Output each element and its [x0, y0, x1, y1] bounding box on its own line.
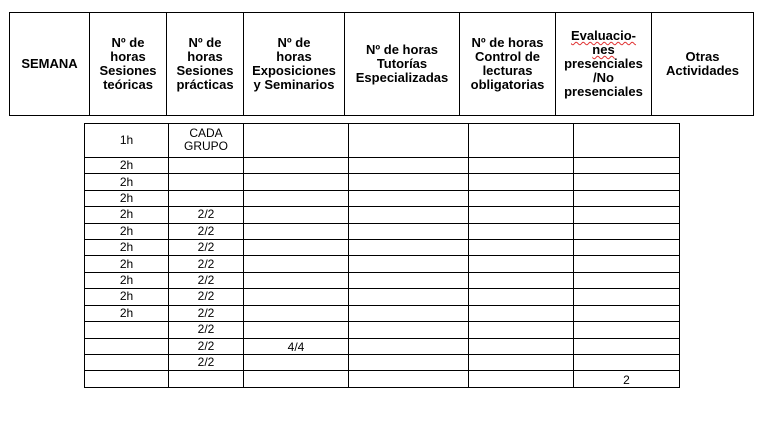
cell-teoricas: 2h — [85, 289, 169, 305]
cell-practicas: 2/2 — [169, 272, 244, 288]
cell-tutorias — [349, 223, 469, 239]
cell-exposiciones — [244, 157, 349, 173]
cell-evaluaciones — [574, 338, 680, 354]
cell-teoricas: 2h — [85, 240, 169, 256]
cell-teoricas — [85, 338, 169, 354]
cell-tutorias — [349, 338, 469, 354]
header-evaluaciones-lines — [564, 29, 643, 99]
cell-practicas — [169, 371, 244, 388]
table-row — [85, 124, 680, 158]
cell-evaluaciones — [574, 256, 680, 272]
cell-practicas: CADA GRUPO — [169, 124, 244, 158]
cell-exposiciones — [244, 124, 349, 158]
schedule-table — [84, 123, 680, 388]
cell-practicas: 2/2 — [169, 289, 244, 305]
header-line: Sesiones — [99, 63, 157, 78]
cell-tutorias — [349, 305, 469, 321]
header-line: y Seminarios — [253, 77, 335, 92]
cell-practicas — [169, 157, 244, 173]
cell-evaluaciones — [574, 354, 680, 370]
cell-practicas: 2/2 — [169, 322, 244, 338]
header-tutorias-especializadas — [345, 13, 460, 116]
table-row — [85, 272, 680, 288]
cell-tutorias — [349, 289, 469, 305]
header-evaluaciones — [556, 13, 652, 116]
table-row — [85, 289, 680, 305]
cell-evaluaciones — [574, 190, 680, 206]
cell-teoricas: 2h — [85, 157, 169, 173]
cell-tutorias — [349, 256, 469, 272]
cell-exposiciones — [244, 223, 349, 239]
cell-control — [469, 124, 574, 158]
cell-teoricas: 2h — [85, 305, 169, 321]
header-line: Nº de horas — [366, 42, 438, 57]
cell-tutorias — [349, 207, 469, 223]
table-row — [85, 322, 680, 338]
cell-exposiciones — [244, 272, 349, 288]
header-line: Nº de — [111, 35, 145, 50]
cell-teoricas: 2h — [85, 223, 169, 239]
cell-practicas: 2/2 — [169, 207, 244, 223]
table-row — [85, 371, 680, 388]
cell-evaluaciones — [574, 289, 680, 305]
cell-practicas: 2/2 — [169, 338, 244, 354]
cell-practicas: 2/2 — [169, 240, 244, 256]
header-line: Nº de horas — [471, 35, 544, 50]
cell-control — [469, 322, 574, 338]
header-line: prácticas — [176, 77, 234, 92]
cell-evaluaciones: 2 — [574, 371, 680, 388]
cell-exposiciones — [244, 305, 349, 321]
cell-tutorias — [349, 174, 469, 190]
header-otras-actividades-lines — [666, 50, 739, 78]
schedule-table-body — [85, 124, 680, 388]
header-line: Nº de — [188, 35, 222, 50]
header-control-lecturas-lines — [471, 36, 545, 92]
cell-evaluaciones — [574, 223, 680, 239]
header-line: /No — [593, 70, 614, 85]
cell-practicas: 2/2 — [169, 256, 244, 272]
cell-control — [469, 207, 574, 223]
header-line: Otras — [685, 49, 720, 64]
cell-tutorias — [349, 371, 469, 388]
cell-tutorias — [349, 240, 469, 256]
cell-control — [469, 223, 574, 239]
header-table — [9, 12, 754, 116]
header-sesiones-practicas — [167, 13, 244, 116]
table-row — [85, 338, 680, 354]
table-row — [85, 190, 680, 206]
cell-teoricas — [85, 371, 169, 388]
header-line: obligatorias — [470, 77, 545, 92]
cell-evaluaciones — [574, 174, 680, 190]
cell-teoricas: 2h — [85, 207, 169, 223]
header-line: Especializadas — [355, 70, 449, 85]
cell-control — [469, 190, 574, 206]
table-row — [85, 223, 680, 239]
cell-exposiciones: 4/4 — [244, 338, 349, 354]
header-line: nes — [592, 42, 615, 57]
header-line: presenciales — [564, 84, 643, 99]
cell-teoricas: 2h — [85, 174, 169, 190]
cell-exposiciones — [244, 240, 349, 256]
cell-tutorias — [349, 157, 469, 173]
header-line: horas — [110, 49, 146, 64]
cell-control — [469, 272, 574, 288]
header-line: horas — [187, 49, 223, 64]
header-sesiones-teoricas — [90, 13, 167, 116]
cell-practicas — [169, 190, 244, 206]
cell-exposiciones — [244, 289, 349, 305]
cell-tutorias — [349, 272, 469, 288]
header-otras-actividades — [652, 13, 754, 116]
cell-exposiciones — [244, 322, 349, 338]
header-sesiones-teoricas-lines — [99, 36, 156, 92]
cell-control — [469, 371, 574, 388]
cell-control — [469, 157, 574, 173]
header-line: Control de — [475, 49, 540, 64]
cell-practicas — [169, 174, 244, 190]
cell-exposiciones — [244, 174, 349, 190]
cell-teoricas — [85, 322, 169, 338]
cell-teoricas: 2h — [85, 256, 169, 272]
header-line: Tutorías — [376, 56, 428, 71]
cell-tutorias — [349, 322, 469, 338]
header-tutorias-especializadas-lines — [356, 43, 449, 85]
cell-practicas: 2/2 — [169, 305, 244, 321]
cell-evaluaciones — [574, 207, 680, 223]
cell-practicas: 2/2 — [169, 354, 244, 370]
header-exposiciones-seminarios — [244, 13, 345, 116]
cell-tutorias — [349, 354, 469, 370]
cell-exposiciones — [244, 190, 349, 206]
table-row — [85, 174, 680, 190]
cell-teoricas: 2h — [85, 272, 169, 288]
table-row — [85, 157, 680, 173]
header-line: Nº de — [277, 35, 311, 50]
cell-practicas: 2/2 — [169, 223, 244, 239]
table-row — [85, 354, 680, 370]
cell-control — [469, 256, 574, 272]
table-row — [85, 207, 680, 223]
cell-control — [469, 289, 574, 305]
cell-control — [469, 305, 574, 321]
cell-tutorias — [349, 124, 469, 158]
cell-evaluaciones — [574, 240, 680, 256]
cell-evaluaciones — [574, 272, 680, 288]
cell-control — [469, 354, 574, 370]
cell-evaluaciones — [574, 322, 680, 338]
cell-control — [469, 338, 574, 354]
cell-exposiciones — [244, 371, 349, 388]
cell-tutorias — [349, 190, 469, 206]
header-line: SEMANA — [21, 56, 78, 71]
header-line: Sesiones — [176, 63, 234, 78]
header-line: presenciales — [564, 56, 643, 71]
cell-control — [469, 240, 574, 256]
cell-evaluaciones — [574, 157, 680, 173]
cell-evaluaciones — [574, 124, 680, 158]
cell-teoricas: 1h — [85, 124, 169, 158]
cell-exposiciones — [244, 207, 349, 223]
header-line: Exposiciones — [252, 63, 336, 78]
table-row — [85, 305, 680, 321]
header-line: horas — [276, 49, 312, 64]
cell-evaluaciones — [574, 305, 680, 321]
header-line: Actividades — [666, 63, 739, 78]
header-line: lecturas — [482, 63, 533, 78]
header-sesiones-practicas-lines — [176, 36, 233, 92]
cell-control — [469, 174, 574, 190]
cell-exposiciones — [244, 354, 349, 370]
header-line: teóricas — [103, 77, 153, 92]
header-semana-lines — [21, 57, 77, 71]
header-line: Evaluacio- — [570, 28, 637, 43]
header-control-lecturas — [460, 13, 556, 116]
cell-teoricas — [85, 354, 169, 370]
cell-teoricas: 2h — [85, 190, 169, 206]
header-exposiciones-seminarios-lines — [252, 36, 336, 92]
cell-exposiciones — [244, 256, 349, 272]
table-row — [85, 256, 680, 272]
table-row — [85, 240, 680, 256]
header-semana — [10, 13, 90, 116]
